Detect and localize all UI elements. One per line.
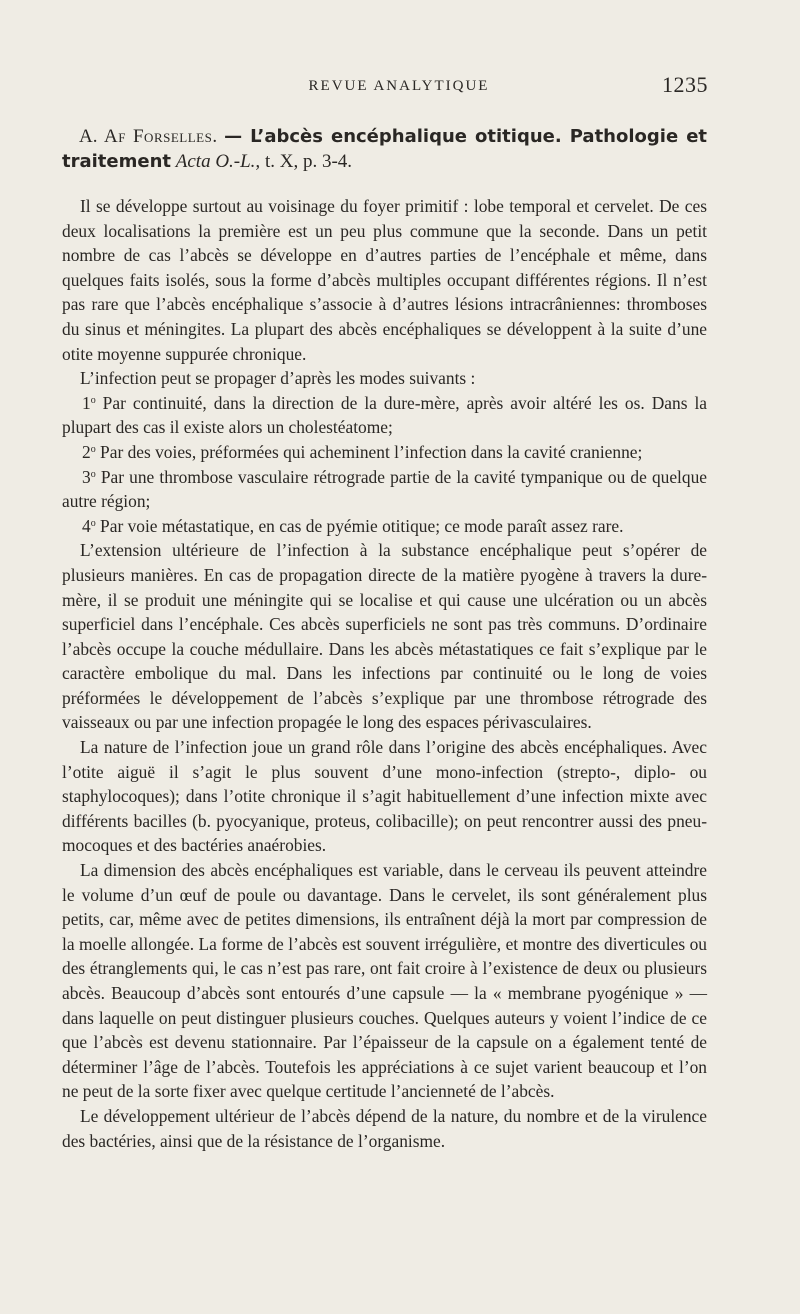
paragraph-extension: L’extension ultérieure de l’infection à la substance encéphalique peut s’opérer de plusieurs manières. En cas de propagation directe de la matière pyogène à travers la dure-mère, il se produit une méningite qui se localise et qui cause une ulcération ou un abcès superficiel dans l’encéphale. Ces abcès superficiels ne sont pas très communs. D’ordinaire l’abcès occupe la couche médullaire. Dans les abcès métastatiques ce fait s’explique par le caractère embolique du mal. Dans les infections par continuité ou le long de voies préformées le développement de l’abcès s’explique par une thrombose rétrograde des vaisseaux ou par une infection propagée le long des espaces périvasculaires. (62, 540, 707, 733)
article-title: — L’abcès encéphalique otitique. Pathologie et traitement (62, 126, 708, 172)
item-number: 2 (82, 441, 91, 462)
paragraph-developpement: Le développement ultérieur de l’abcès dépend de la nature, du nombre et de la virulence des bactéries, ainsi que de la résistance de l’organisme. (62, 1105, 707, 1151)
item-text: Par une thrombose vasculaire rétrograde partie de la cavité tympanique ou de quelque autre région; (62, 466, 707, 512)
paragraph-localisation: Il se développe surtout au voisinage du foyer primitif : lobe temporal et cervelet. De ces deux localisations la première est un peu plus commune que la seconde. Dans un petit nombre de cas l’abcès se développe en d’autres parties de l’encéphale et même, dans quelques faits isolés, sous la forme d’abcès multiples occupant différentes régions. Il n’est pas rare que l’abcès encéphalique s’associe à d’autres lésions intracrâniennes: thromboses du sinus et méningites. La plupart des abcès encéphaliques se développent à la suite d’une otite moyenne suppurée chronique. (62, 196, 707, 364)
author-initial: A. (79, 126, 98, 147)
item-number: 1 (82, 392, 91, 413)
paragraph-nature-infection: La nature de l’infection joue un grand rôle dans l’origine des abcès encéphaliques. Avec l’otite aiguë il s’agit le plus souvent d’une mono-infection (strepto-, diplo- ou staphylocoques); dans l’otite chronique il s’agit habituellement d’une infection mixte avec différents bacilles (b. pyocyanique, proteus, colibacille); on peut rencontrer aussi des pneumocoques et des bactéries anaérobies. (62, 737, 707, 856)
citation: t. X, p. 3-4. (264, 151, 353, 172)
item-text: Par des voies, préformées qui acheminent l’infection dans la cavité cranienne; (95, 441, 643, 462)
list-item-1 (62, 391, 707, 440)
paragraph-dimension: La dimension des abcès encéphaliques est variable, dans le cerveau ils peuvent atteindre le volume d’un œuf de poule ou davantage. Dans le cervelet, ils sont généralement plus petits, car, même avec de petites dimensions, ils entraînent déjà la mort par compression de la moelle allongée. La forme de l’abcès est souvent irrégulière, et montre des diverticules ou des étranglements qui, le cas n’est pas rare, ont fait croire à l’existence de deux ou plusieurs abcès. Beaucoup d’abcès sont entourés d’une capsule — la « membrane pyogénique » — dans laquelle on peut distinguer plusieurs couches. Quelques auteurs y voient l’indice de ce que l’abcès est devenu stationnaire. Par l’épaisseur de la capsule on a également tenté de déterminer l’âge de l’abcès. Toutefois les appréciations à ce sujet varient beaucoup et l’on ne peut de la sorte fixer avec quelque certitude l’ancienneté de l’abcès. (62, 860, 707, 1102)
journal-name: Acta O.-L., (175, 151, 261, 172)
page-header (60, 72, 708, 102)
item-ordinal: o (90, 394, 96, 406)
article-body (62, 194, 707, 1153)
running-title: REVUE ANALYTIQUE (308, 78, 490, 94)
item-text: Par voie métastatique, en cas de pyémie otitique; ce mode paraît assez rare. (95, 515, 624, 536)
list-item-4 (62, 514, 707, 539)
author-name: Af Forselles. (104, 126, 218, 147)
list-item-2 (62, 440, 707, 465)
page-number: 1235 (662, 72, 708, 97)
item-number: 4 (82, 515, 91, 536)
item-ordinal: o (90, 443, 96, 455)
item-number: 3 (82, 466, 91, 487)
article-heading (62, 124, 707, 174)
item-ordinal: o (90, 468, 96, 480)
item-text: Par continuité, dans la direction de la dure-mère, après avoir altéré les os. Dans la plupart des cas il existe alors un cholestéatome; (62, 392, 707, 438)
article (62, 124, 707, 1153)
list-item-3 (62, 465, 707, 514)
paragraph-modes-intro: L’infection peut se propager d’après les modes suivants : (80, 368, 476, 389)
item-ordinal: o (90, 517, 96, 529)
